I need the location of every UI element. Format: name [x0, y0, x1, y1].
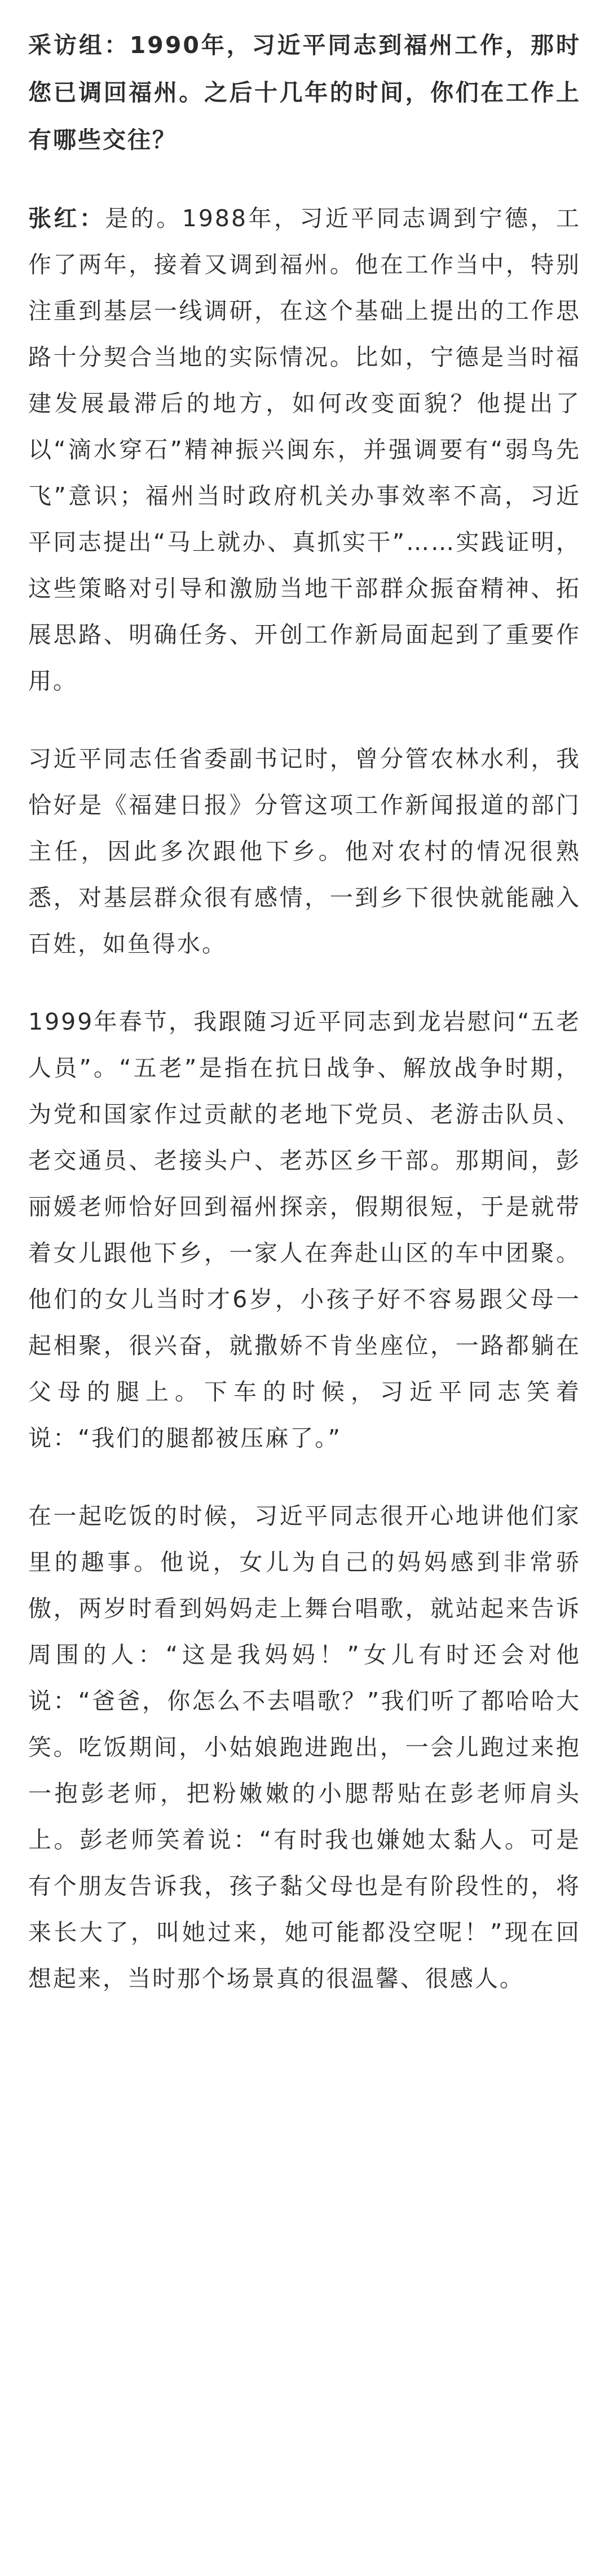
paragraph-farm-visits: 习近平同志任省委副书记时，曾分管农林水利，我恰好是《福建日报》分管这项工作新闻报道的部门主任，因此多次跟他下乡。他对农村的情况很熟悉，对基层群众很有感情，一到乡下很快就能融入百姓，如鱼得水。: [28, 745, 581, 957]
paragraph-spring-festival: 1999年春节，我跟随习近平同志到龙岩慰问“五老人员”。“五老”是指在抗日战争、解放战争时期，为党和国家作过贡献的老地下党员、老游击队员、老交通员、老接头户、老苏区乡干部。那期间，彭丽媛老师恰好回到福州探亲，假期很短，于是就带着女儿跟他下乡，一家人在奔赴山区的车中团聚。他们的女儿当时才6岁，小孩子好不容易跟父母一起相聚，很兴奋，就撒娇不肯坐座位，一路都躺在父母的腿上。下车的时候，习近平同志笑着说：“我们的腿都被压麻了。”: [28, 1008, 581, 1452]
speaker-name: 张红：: [28, 205, 105, 232]
interview-question: 采访组：1990年，习近平同志到福州工作，那时您已调回福州。之后十几年的时间，你们在工作上有哪些交往？: [28, 32, 581, 153]
answer-paragraph: [28, 195, 581, 704]
answer-text: 是的。1988年，习近平同志调到宁德，工作了两年，接着又调到福州。他在工作当中，特别注重到基层一线调研，在这个基础上提出的工作思路十分契合当地的实际情况。比如，宁德是当时福建发展最滞后的地方，如何改变面貌？他提出了以“滴水穿石”精神振兴闽东，并强调要有“弱鸟先飞”意识；福州当时政府机关办事效率不高，习近平同志提出“马上就办、真抓实干”……实践证明，这些策略对引导和激励当地干部群众振奋精神、拓展思路、明确任务、开创工作新局面起到了重要作用。: [28, 205, 581, 694]
paragraph-dinner-story: 在一起吃饭的时候，习近平同志很开心地讲他们家里的趣事。他说，女儿为自己的妈妈感到非常骄傲，两岁时看到妈妈走上舞台唱歌，就站起来告诉周围的人：“这是我妈妈！”女儿有时还会对他说：“爸爸，你怎么不去唱歌？”我们听了都哈哈大笑。吃饭期间，小姑娘跑进跑出，一会儿跑过来抱一抱彭老师，把粉嫩嫩的小腮帮贴在彭老师肩头上。彭老师笑着说：“有时我也嫌她太黏人。可是有个朋友告诉我，孩子黏父母也是有阶段性的，将来长大了，叫她过来，她可能都没空呢！”现在回想起来，当时那个场景真的很温馨、很感人。: [28, 1502, 581, 1992]
